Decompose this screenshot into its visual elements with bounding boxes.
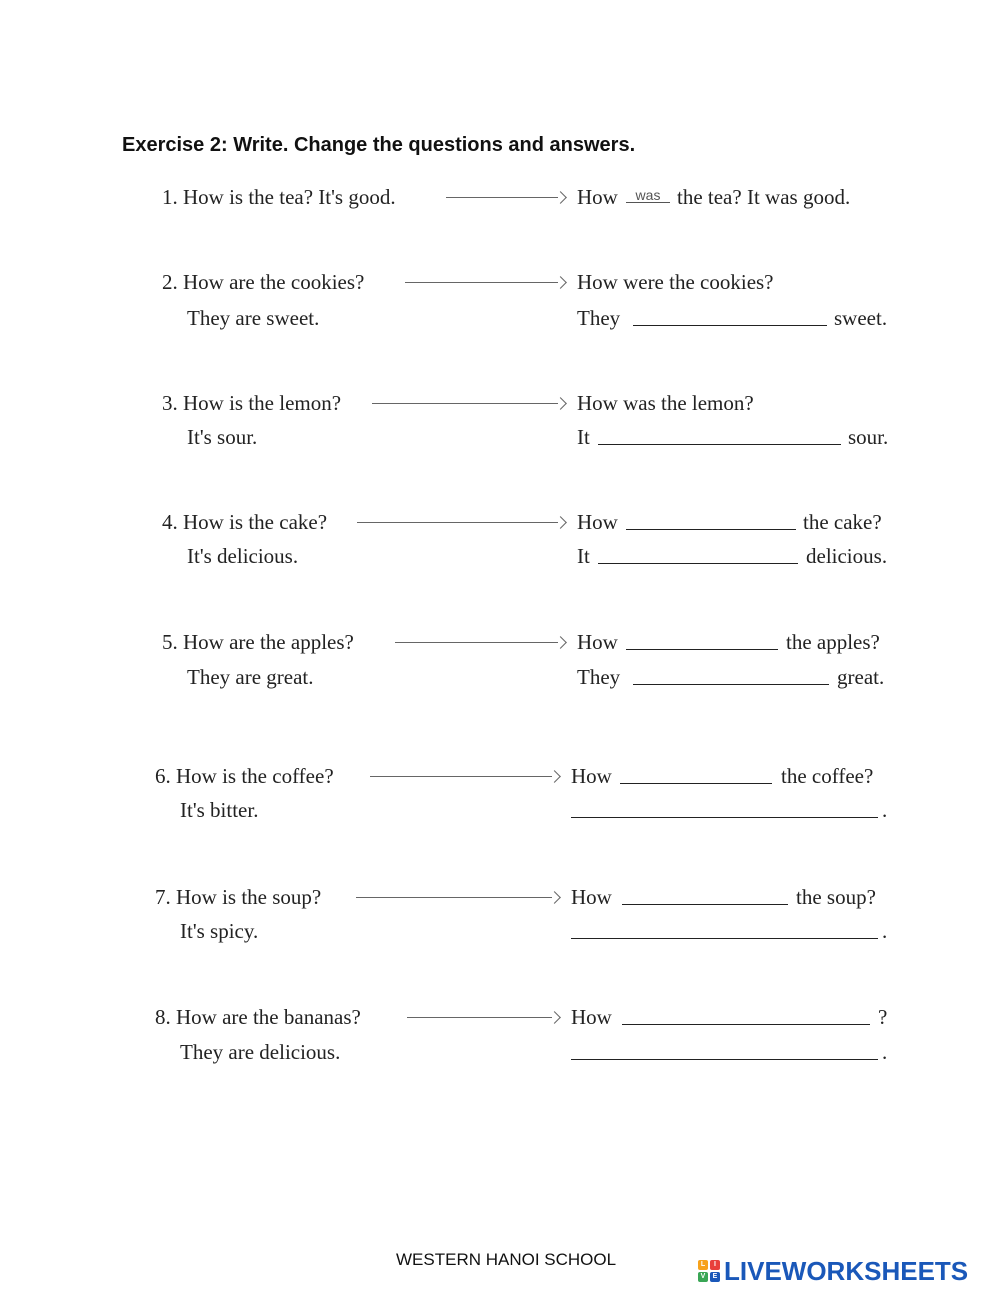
blank-3-answer[interactable] (598, 422, 841, 445)
question-1: 1. How is the tea? It's good. (162, 185, 396, 209)
rewrite-6-question-end: the coffee? (781, 764, 874, 788)
blank-4-question[interactable] (626, 507, 796, 530)
rewrite-8-question-start: How (571, 1005, 612, 1029)
rewrite-2-answer-end: sweet. (834, 306, 888, 330)
question-6: 6. How is the coffee? (155, 764, 334, 788)
logo-letter-v: V (698, 1272, 708, 1282)
blank-6-answer[interactable] (571, 795, 878, 818)
school-name: WESTERN HANOI SCHOOL (396, 1250, 617, 1269)
logo-letter-l: L (698, 1260, 708, 1270)
rewrite-5-question-start: How (577, 630, 618, 654)
arrow-6-icon (370, 771, 560, 783)
answer-2: They are sweet. (187, 306, 320, 330)
liveworksheets-wordmark: LIVEWORKSHEETS (724, 1255, 969, 1286)
rewrite-5-answer-start: They (577, 665, 621, 689)
blank-5-question[interactable] (626, 627, 778, 650)
answer-5: They are great. (187, 665, 314, 689)
question-3: 3. How is the lemon? (162, 391, 342, 415)
rewrite-4-question-end: the cake? (803, 510, 882, 534)
arrow-3-icon (372, 398, 566, 410)
rewrite-7-answer-end: . (882, 919, 888, 943)
rewrite-5-question-end: the apples? (786, 630, 880, 654)
rewrite-4-answer-start: It (577, 544, 590, 568)
blank-7-answer[interactable] (571, 916, 878, 939)
arrow-2-icon (405, 277, 566, 289)
rewrite-7-question-start: How (571, 885, 612, 909)
blank-7-question[interactable] (622, 882, 788, 905)
liveworksheets-brand[interactable] (698, 1256, 968, 1286)
answer-8: They are delicious. (180, 1040, 341, 1064)
rewrite-6-question-start: How (571, 764, 612, 788)
blank-8-answer[interactable] (571, 1037, 878, 1060)
question-2: 2. How are the cookies? (162, 270, 365, 294)
question-5: 5. How are the apples? (162, 630, 354, 654)
rewrite-8-question-end: ? (878, 1005, 888, 1029)
question-7: 7. How is the soup? (155, 885, 322, 909)
rewrite-2-answer-start: They (577, 306, 621, 330)
rewrite-4-question-start: How (577, 510, 618, 534)
answer-7: It's spicy. (180, 919, 259, 943)
rewrite-1-end: the tea? It was good. (677, 185, 851, 209)
arrow-8-icon (407, 1012, 560, 1024)
exercise-heading: Exercise 2: Write. Change the questions and answers. (122, 134, 636, 156)
liveworksheets-logo-icon (698, 1260, 720, 1282)
example-answer-was: was (626, 188, 670, 203)
rewrite-4-answer-end: delicious. (806, 544, 888, 568)
rewrite-6-answer-end: . (882, 798, 888, 822)
rewrite-3-question: How was the lemon? (577, 391, 754, 415)
rewrite-1-start: How (577, 185, 618, 209)
blank-6-question[interactable] (620, 761, 772, 784)
arrow-4-icon (357, 517, 566, 529)
rewrite-3-answer-start: It (577, 425, 590, 449)
blank-5-answer[interactable] (633, 662, 829, 685)
rewrite-2-question: How were the cookies? (577, 270, 774, 294)
answer-6: It's bitter. (180, 798, 259, 822)
rewrite-3-answer-end: sour. (848, 425, 889, 449)
rewrite-7-question-end: the soup? (796, 885, 876, 909)
question-4: 4. How is the cake? (162, 510, 328, 534)
answer-3: It's sour. (187, 425, 258, 449)
answer-4: It's delicious. (187, 544, 299, 568)
blank-4-answer[interactable] (598, 541, 798, 564)
rewrite-5-answer-end: great. (837, 665, 885, 689)
blank-8-question[interactable] (622, 1002, 870, 1025)
arrow-1-icon (446, 192, 566, 204)
arrow-7-icon (356, 892, 560, 904)
logo-letter-e: E (710, 1272, 720, 1282)
arrow-5-icon (395, 637, 566, 649)
blank-2-answer[interactable] (633, 303, 827, 326)
logo-letter-i: I (710, 1260, 720, 1270)
question-8: 8. How are the bananas? (155, 1005, 361, 1029)
rewrite-8-answer-end: . (882, 1040, 888, 1064)
